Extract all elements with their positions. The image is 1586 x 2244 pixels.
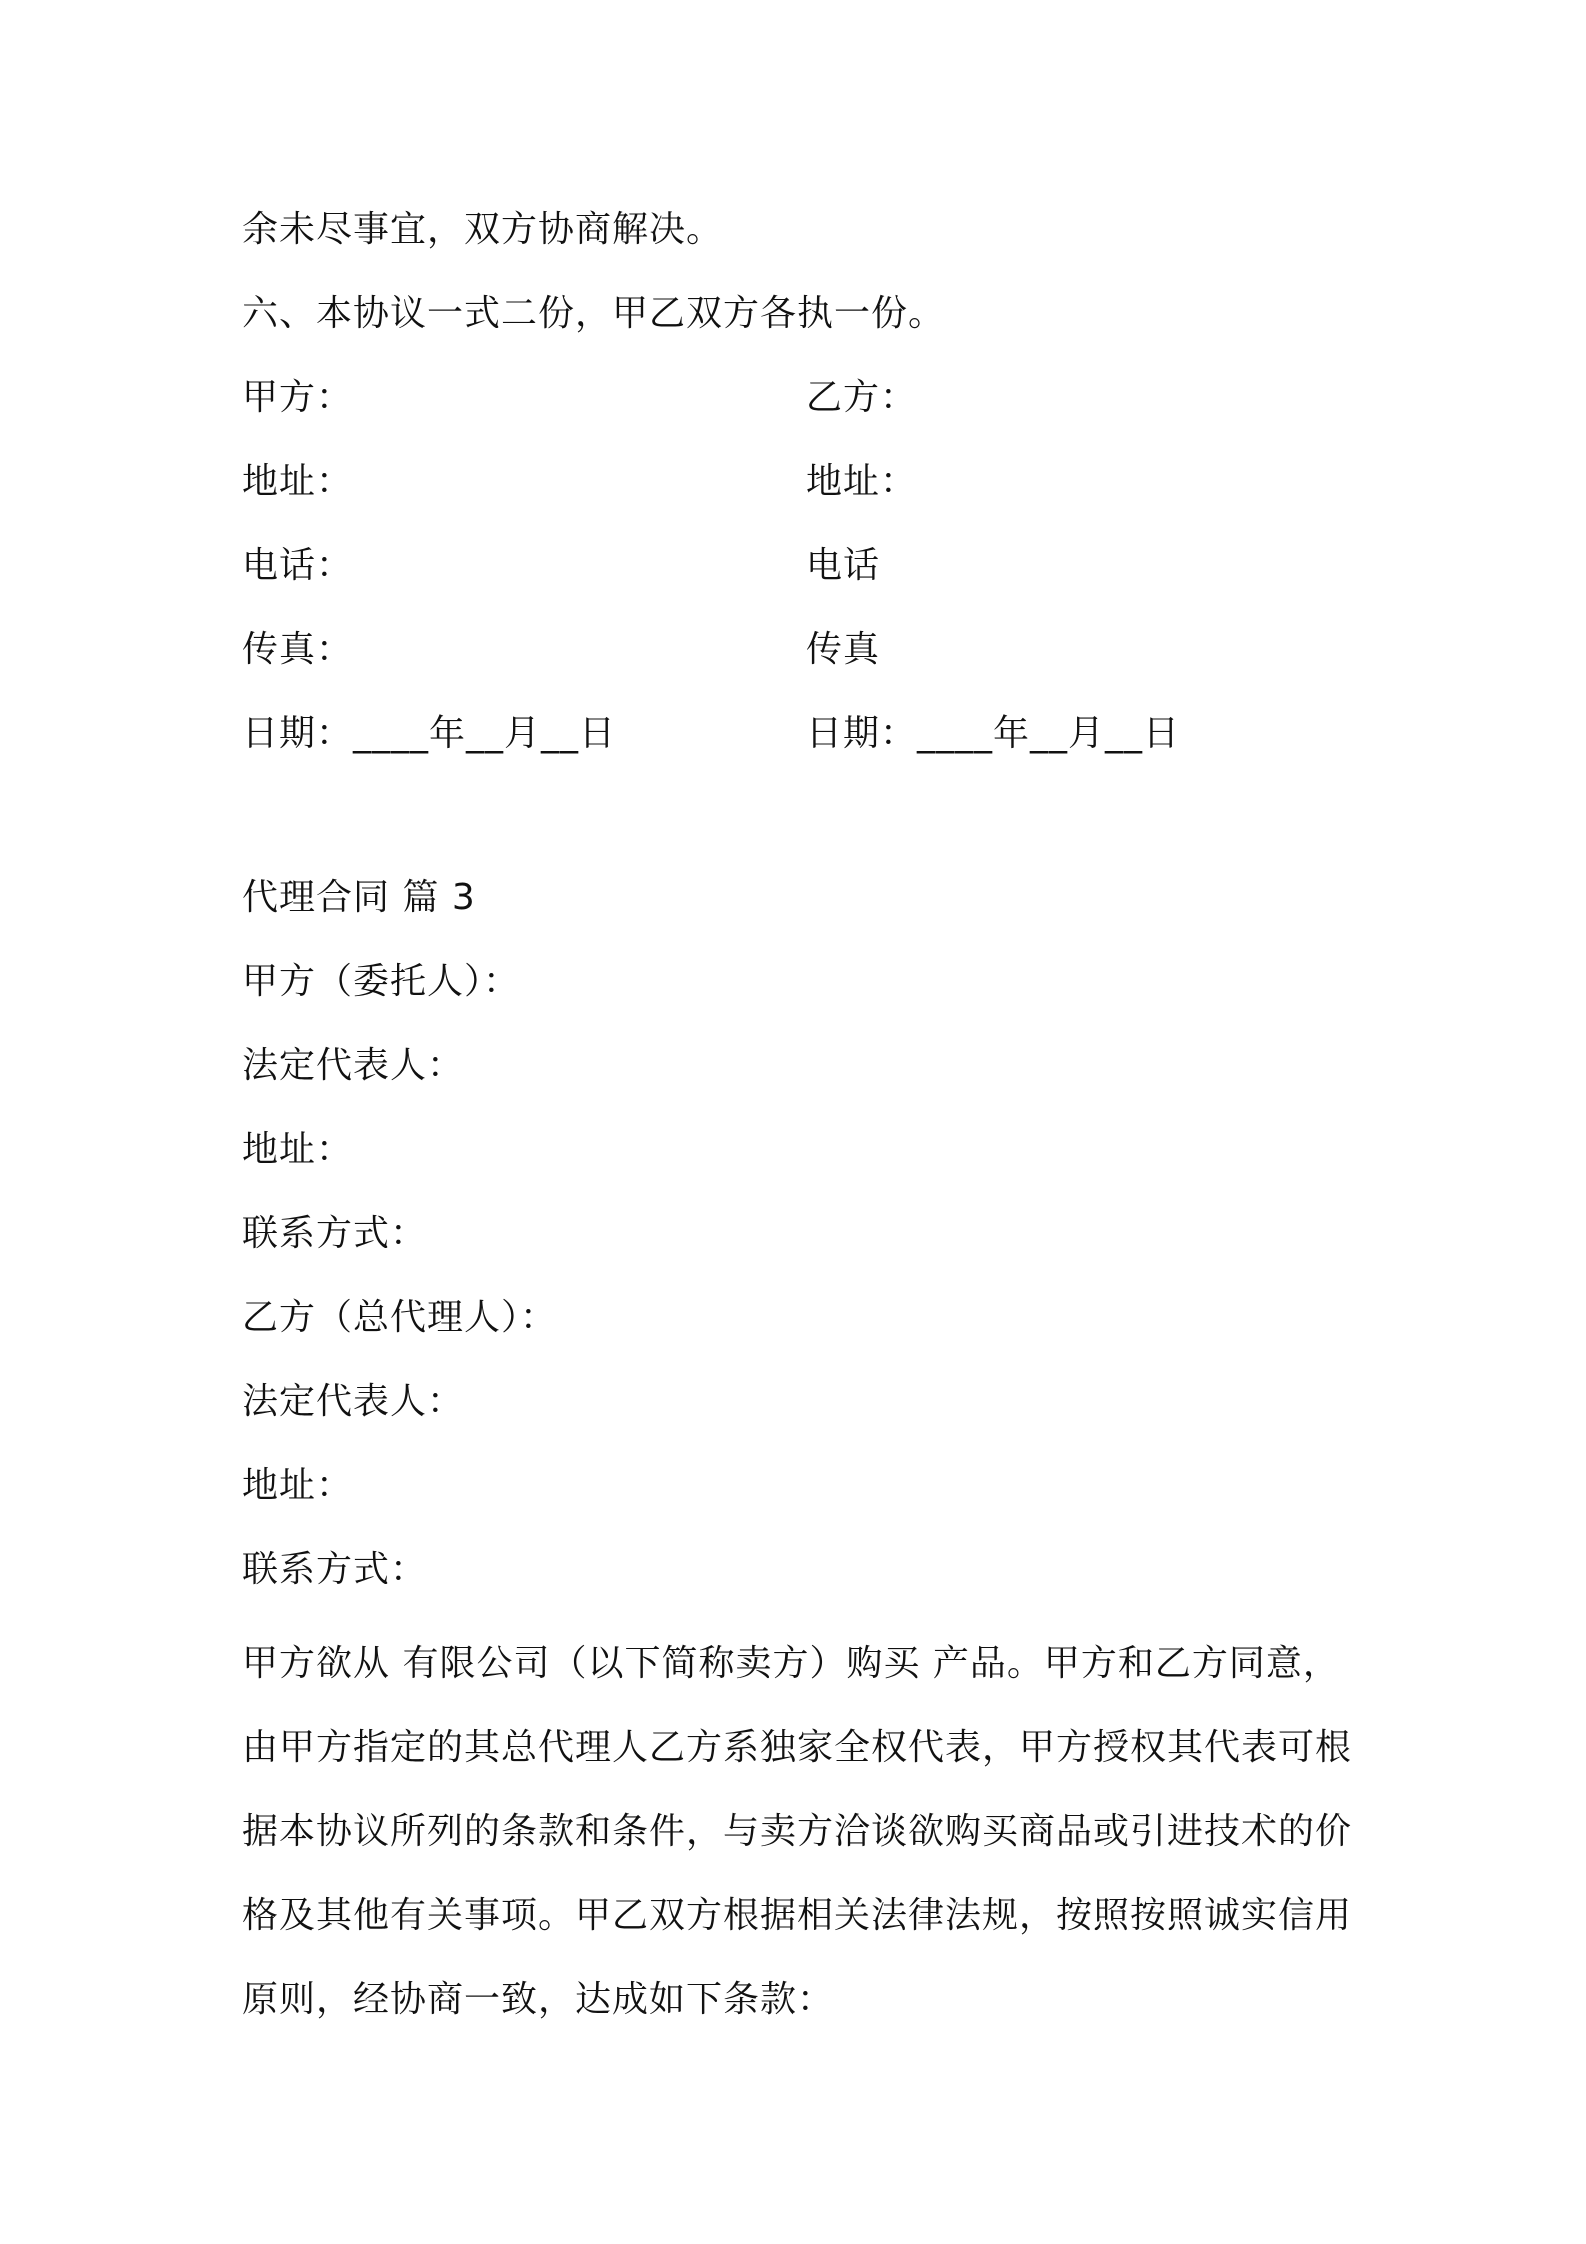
party-a-legal-rep-label: 法定代表人： <box>242 1045 465 1086</box>
closing-line-remaining-matters: 余未尽事宜，双方协商解决。 <box>242 209 724 250</box>
signature-date-b: 日期：____年__月__日 <box>806 713 1181 754</box>
contract-intro-paragraph <box>242 1622 1372 2042</box>
signature-phone-a: 电话： <box>242 545 354 586</box>
party-a-principal-label: 甲方（委托人）： <box>242 961 521 1002</box>
signature-date-a: 日期：____年__月__日 <box>242 713 617 754</box>
party-b-agent-label: 乙方（总代理人）： <box>242 1297 558 1338</box>
party-b-contact-label: 联系方式： <box>242 1549 428 1590</box>
signature-party-a: 甲方： <box>242 377 354 418</box>
intro-line: 据本协议所列的条款和条件，与卖方洽谈欲购买商品或引进技术的价 <box>242 1811 1353 1852</box>
signature-address-b: 地址： <box>806 461 918 502</box>
intro-line: 由甲方指定的其总代理人乙方系独家全权代表，甲方授权其代表可根 <box>242 1727 1353 1768</box>
signature-fax-b: 传真 <box>806 629 881 670</box>
signature-phone-b: 电话 <box>806 545 881 586</box>
signature-address-a: 地址： <box>242 461 354 502</box>
intro-line: 原则，经协商一致，达成如下条款： <box>242 1979 835 2020</box>
intro-line: 格及其他有关事项。甲乙双方根据相关法律法规，按照按照诚实信用 <box>242 1895 1353 1936</box>
party-b-address-label: 地址： <box>242 1465 354 1506</box>
closing-line-copies: 六、本协议一式二份，甲乙双方各执一份。 <box>242 293 946 334</box>
signature-fax-a: 传真： <box>242 629 354 670</box>
intro-line: 甲方欲从 有限公司（以下简称卖方）购买 产品。甲方和乙方同意， <box>242 1643 1340 1684</box>
party-b-legal-rep-label: 法定代表人： <box>242 1381 465 1422</box>
contract-3-title: 代理合同 篇 3 <box>242 877 476 918</box>
signature-party-b: 乙方： <box>806 377 918 418</box>
party-a-contact-label: 联系方式： <box>242 1213 428 1254</box>
party-a-address-label: 地址： <box>242 1129 354 1170</box>
